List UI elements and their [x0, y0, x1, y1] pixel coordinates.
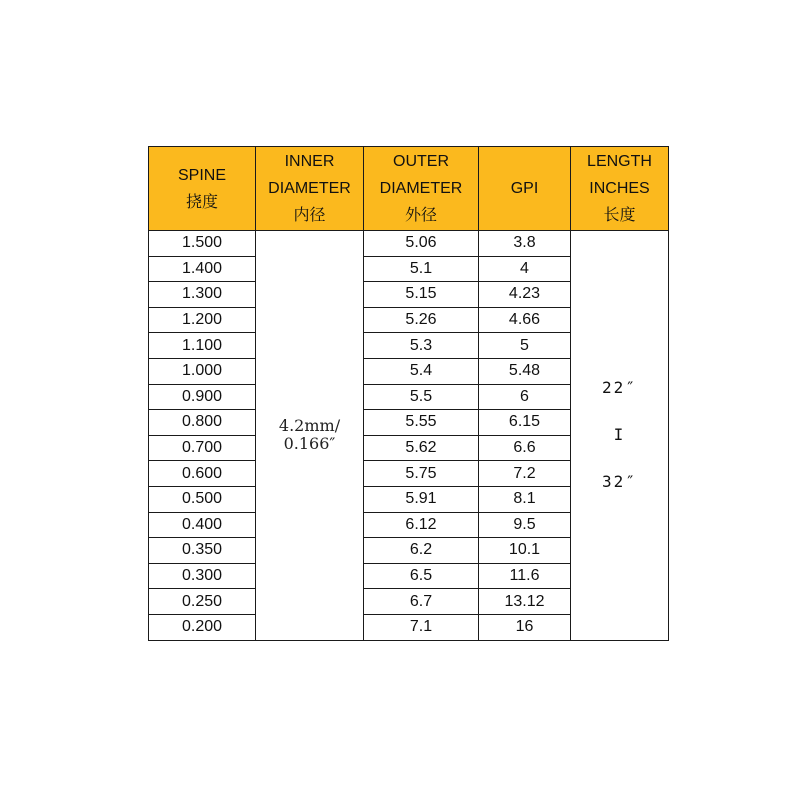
- cell-gpi: 5.48: [479, 358, 571, 384]
- cell-spine: 0.900: [149, 384, 256, 410]
- length-line: I: [613, 425, 626, 445]
- cell-spine: 1.400: [149, 256, 256, 282]
- cell-outer-diameter: 5.5: [364, 384, 479, 410]
- cell-spine: 0.250: [149, 589, 256, 615]
- cell-outer-diameter: 5.62: [364, 435, 479, 461]
- table-header-row: [149, 147, 669, 231]
- cell-outer-diameter: 5.15: [364, 282, 479, 308]
- cell-spine: 0.400: [149, 512, 256, 538]
- header-inner-cn: 内径: [293, 207, 326, 224]
- cell-gpi: 4.66: [479, 307, 571, 333]
- cell-outer-diameter: 5.91: [364, 486, 479, 512]
- cell-outer-diameter: 7.1: [364, 614, 479, 640]
- header-outer-line2: DIAMETER: [379, 180, 463, 197]
- cell-length: [571, 231, 669, 641]
- cell-outer-diameter: 5.55: [364, 410, 479, 436]
- table-body: [149, 231, 669, 641]
- cell-spine: 1.100: [149, 333, 256, 359]
- header-inner-line1: INNER: [284, 153, 335, 170]
- header-length: [571, 147, 669, 231]
- spine-spec-table: [148, 146, 669, 641]
- cell-inner-diameter: [256, 231, 364, 641]
- cell-spine: 1.200: [149, 307, 256, 333]
- cell-gpi: 3.8: [479, 231, 571, 257]
- header-length-line2: INCHES: [589, 180, 650, 197]
- header-spine-en: SPINE: [177, 166, 226, 184]
- cell-outer-diameter: 6.5: [364, 563, 479, 589]
- cell-gpi: 9.5: [479, 512, 571, 538]
- header-length-line1: LENGTH: [587, 153, 652, 170]
- cell-spine: 0.300: [149, 563, 256, 589]
- inner-diameter-line: 4.2mm/: [278, 416, 341, 436]
- cell-gpi: 6: [479, 384, 571, 410]
- header-inner-line2: DIAMETER: [268, 180, 351, 197]
- cell-outer-diameter: 6.2: [364, 538, 479, 564]
- cell-gpi: 8.1: [479, 486, 571, 512]
- cell-gpi: 6.15: [479, 410, 571, 436]
- header-outer-diameter: [364, 147, 479, 231]
- cell-spine: 0.700: [149, 435, 256, 461]
- cell-gpi: 5: [479, 333, 571, 359]
- cell-spine: 1.300: [149, 282, 256, 308]
- header-inner-diameter: [256, 147, 364, 231]
- cell-gpi: 6.6: [479, 435, 571, 461]
- cell-outer-diameter: 5.3: [364, 333, 479, 359]
- cell-outer-diameter: 5.1: [364, 256, 479, 282]
- inner-diameter-line: 0.166″: [283, 434, 336, 454]
- header-spine-cn: 挠度: [185, 193, 218, 211]
- header-outer-line1: OUTER: [393, 153, 449, 170]
- header-length-cn: 长度: [603, 207, 636, 224]
- cell-gpi: 13.12: [479, 589, 571, 615]
- cell-gpi: 4: [479, 256, 571, 282]
- cell-gpi: 10.1: [479, 538, 571, 564]
- cell-spine: 0.350: [149, 538, 256, 564]
- cell-outer-diameter: 5.06: [364, 231, 479, 257]
- cell-gpi: 7.2: [479, 461, 571, 487]
- cell-gpi: 11.6: [479, 563, 571, 589]
- header-gpi-label: GPI: [510, 180, 539, 197]
- cell-outer-diameter: 6.7: [364, 589, 479, 615]
- header-gpi: [479, 147, 571, 231]
- cell-outer-diameter: 6.12: [364, 512, 479, 538]
- cell-outer-diameter: 5.4: [364, 358, 479, 384]
- cell-gpi: 16: [479, 614, 571, 640]
- cell-gpi: 4.23: [479, 282, 571, 308]
- cell-outer-diameter: 5.75: [364, 461, 479, 487]
- cell-spine: 1.500: [149, 231, 256, 257]
- cell-spine: 0.500: [149, 486, 256, 512]
- cell-spine: 0.200: [149, 614, 256, 640]
- length-line: 22″: [602, 378, 637, 398]
- cell-spine: 1.000: [149, 358, 256, 384]
- cell-outer-diameter: 5.26: [364, 307, 479, 333]
- table-row: [149, 231, 669, 257]
- header-spine: [149, 147, 256, 231]
- cell-spine: 0.800: [149, 410, 256, 436]
- length-line: 32″: [602, 472, 637, 492]
- cell-spine: 0.600: [149, 461, 256, 487]
- header-outer-cn: 外径: [404, 207, 437, 224]
